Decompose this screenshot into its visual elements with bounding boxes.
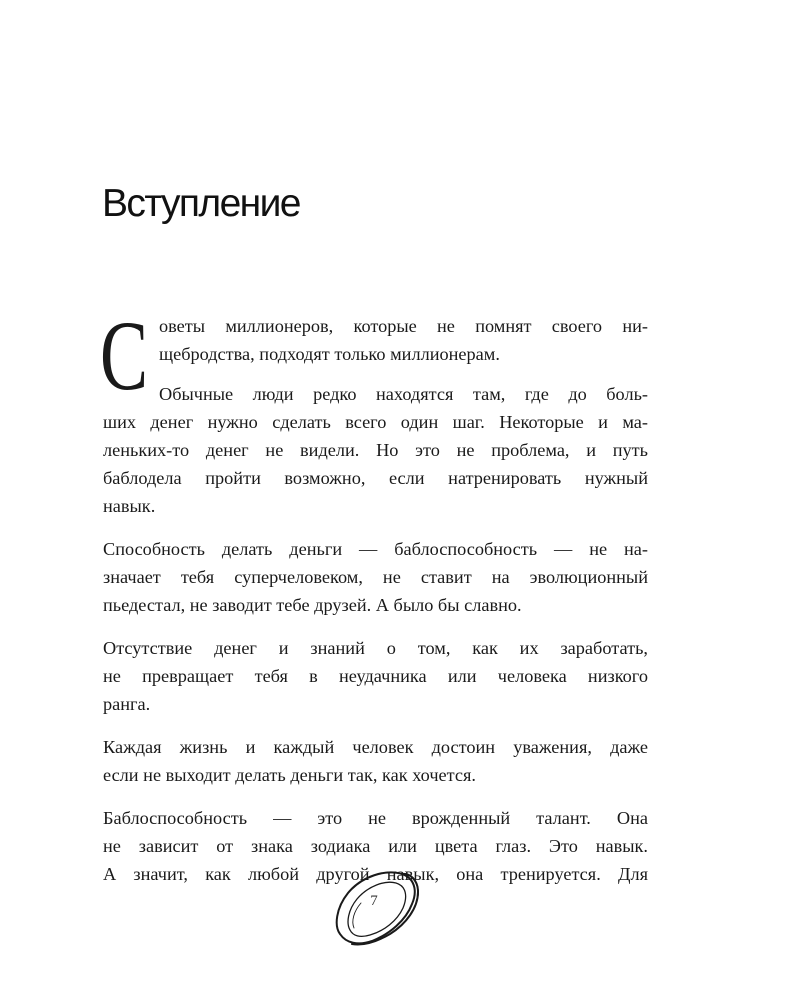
text-line: А значит, как любой другой навык, она тренируется. Для (103, 864, 648, 884)
text-line: леньких-то денег не видели. Но это не проблема, и путь (103, 440, 648, 460)
text-line: если не выходит делать деньги так, как хочется. (103, 765, 476, 785)
chapter-title: Вступление (102, 182, 300, 225)
paragraph (103, 535, 648, 619)
paragraph (103, 312, 648, 368)
text-line: Каждая жизнь и каждый человек достоин уважения, даже (103, 737, 648, 757)
text-line: оветы миллионеров, которые не помнят своего ни- (159, 316, 648, 336)
text-line: Баблоспособность — это не врожденный талант. Она (103, 808, 648, 828)
text-line: пьедестал, не заводит тебе друзей. А было бы славно. (103, 595, 522, 615)
text-line: значает тебя суперчеловеком, не ставит на эволюционный (103, 567, 648, 587)
body-text (103, 312, 648, 903)
paragraph (103, 380, 648, 520)
text-line: щебродства, подходят только миллионерам. (159, 344, 500, 364)
text-line: ших денег нужно сделать всего один шаг. Некоторые и ма- (103, 412, 648, 432)
text-line: баблодела пройти возможно, если натренировать нужный (103, 468, 648, 488)
text-line: Способность делать деньги — баблоспособность — не на- (103, 539, 648, 559)
paragraph (103, 634, 648, 718)
text-line: ранга. (103, 694, 151, 714)
drop-cap-letter: С (100, 300, 149, 411)
text-line: Отсутствие денег и знаний о том, как их заработать, (103, 638, 648, 658)
text-line: Обычные люди редко находятся там, где до боль- (159, 384, 648, 404)
text-line: навык. (103, 496, 156, 516)
text-line: не превращает тебя в неудачника или человека низкого (103, 666, 648, 686)
page-number: 7 (370, 893, 378, 909)
paragraph (103, 733, 648, 789)
text-line: не зависит от знака зодиака или цвета глаз. Это навык. (103, 836, 648, 856)
